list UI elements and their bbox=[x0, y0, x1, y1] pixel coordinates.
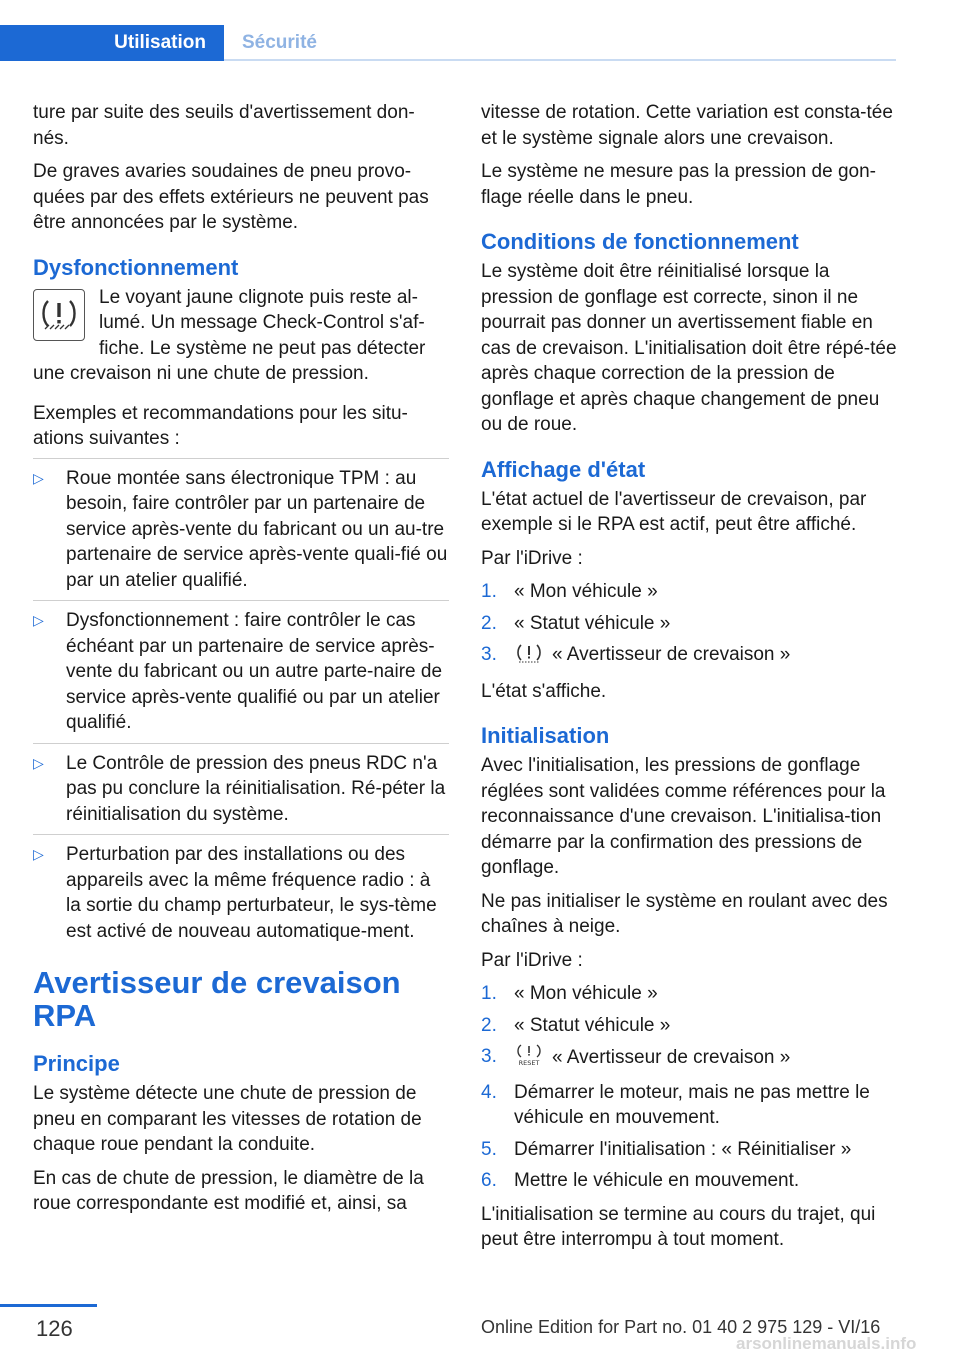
step-number: 4. bbox=[481, 1081, 497, 1103]
paragraph: En cas de chute de pression, le diamètre de la roue correspondante est modifié et, ainsi, sa bbox=[33, 1167, 424, 1214]
heading-principe: Principe bbox=[33, 1051, 120, 1076]
step-text: « Mon véhicule » bbox=[514, 983, 658, 1004]
step-number: 5. bbox=[481, 1138, 497, 1160]
paragraph: ture par suite des seuils d'avertissement don‐nés. bbox=[33, 102, 415, 149]
step-number: 6. bbox=[481, 1170, 497, 1191]
step-item bbox=[481, 1137, 897, 1163]
step-number: 2. bbox=[481, 612, 497, 634]
page-number: 126 bbox=[36, 1316, 73, 1341]
list-item bbox=[33, 743, 449, 828]
paragraph: Par l'iDrive : bbox=[481, 547, 583, 569]
step-item bbox=[481, 1168, 897, 1194]
watermark: arsonlinemanuals.info bbox=[736, 1334, 917, 1353]
heading-dysfonctionnement: Dysfonctionnement bbox=[33, 254, 239, 280]
bullet-triangle-icon: ▷ bbox=[33, 612, 44, 628]
step-item bbox=[481, 579, 897, 605]
step-text: « Mon véhicule » bbox=[514, 581, 658, 602]
paragraph: L'état s'affiche. bbox=[481, 680, 607, 702]
step-item bbox=[481, 981, 897, 1007]
bullet-triangle-icon: ▷ bbox=[33, 846, 44, 862]
recommendations-list bbox=[33, 458, 449, 945]
paragraph: L'état actuel de l'avertisseur de crevaison, par exemple si le RPA est actif, peut être affiché. bbox=[481, 488, 867, 535]
tire-pressure-warning-icon bbox=[33, 289, 85, 341]
step-item bbox=[481, 1080, 897, 1131]
step-item bbox=[481, 1013, 897, 1039]
heading-avertisseur-rpa: Avertisseur de crevaison RPA bbox=[33, 965, 401, 1033]
step-text: Mettre le véhicule en mouvement. bbox=[514, 1170, 800, 1191]
list-item bbox=[33, 458, 449, 594]
paragraph: Avec l'initialisation, les pressions de gonflage réglées sont validées comme références pour la reconnaissance d'une crevaison. L'initialisa‐tion démarre par la confirmation des pressions de gonflage. bbox=[481, 755, 886, 878]
warning-text: Le voyant jaune clignote puis reste al‐lumé. Un message Check-Control s'af‐fiche. Le système ne peut pas détecter bbox=[99, 286, 426, 359]
step-number: 1. bbox=[481, 983, 497, 1004]
step-item bbox=[481, 642, 897, 671]
paragraph: Par l'iDrive : bbox=[481, 949, 583, 971]
left-column bbox=[33, 100, 449, 1225]
warning-block bbox=[33, 285, 449, 387]
paragraph: L'initialisation se termine au cours du trajet, qui peut être interrompu à tout moment. bbox=[481, 1203, 876, 1250]
step-number: 1. bbox=[481, 581, 497, 602]
footer-rule bbox=[0, 1304, 97, 1307]
step-text: Démarrer le moteur, mais ne pas mettre le véhicule en mouvement. bbox=[514, 1081, 870, 1128]
affichage-steps bbox=[481, 579, 897, 671]
heading-affichage: Affichage d'état bbox=[481, 456, 646, 482]
step-text: Démarrer l'initialisation : « Réinitialiser » bbox=[514, 1138, 852, 1160]
reset-label: RESET bbox=[518, 1059, 540, 1066]
tab-utilisation[interactable]: Utilisation bbox=[0, 25, 224, 61]
step-text: « Statut véhicule » bbox=[514, 612, 671, 634]
paragraph: Ne pas initialiser le système en roulant avec des chaînes à neige. bbox=[481, 890, 888, 937]
list-item bbox=[33, 600, 449, 736]
step-number: 3. bbox=[481, 644, 497, 665]
heading-initialisation: Initialisation bbox=[481, 723, 610, 748]
tab-securite[interactable]: Sécurité bbox=[242, 32, 317, 53]
header-tabs bbox=[0, 25, 896, 61]
paragraph: Le système ne mesure pas la pression de gon‐flage réelle dans le pneu. bbox=[481, 161, 876, 208]
paragraph: Le système détecte une chute de pression de pneu en comparant les vitesses de rotation de chaque roue pendant la conduite. bbox=[33, 1083, 422, 1155]
step-text: « Avertisseur de crevaison » bbox=[552, 1047, 791, 1068]
paragraph: Exemples et recommandations pour les situ‐ations suivantes : bbox=[33, 402, 408, 449]
step-number: 2. bbox=[481, 1014, 497, 1036]
paragraph: Le système doit être réinitialisé lorsque la pression de gonflage est correcte, sinon il ne pourrait pas donner un avertissement fiable en cas de crevaison. L'initialisation doit être répé‐tée après chaque correction de la pression de gonflage et après chaque changement de pneu ou de roue. bbox=[481, 261, 897, 435]
list-item bbox=[33, 834, 449, 944]
header-rule bbox=[224, 59, 896, 61]
tire-reset-icon bbox=[514, 1044, 544, 1074]
bullet-triangle-icon: ▷ bbox=[33, 754, 44, 771]
warning-text-continued: une crevaison ni une chute de pression. bbox=[33, 363, 369, 384]
step-text: « Statut véhicule » bbox=[514, 1014, 671, 1036]
edition-text: Online Edition for Part no. 01 40 2 975 129 - VI/16 bbox=[481, 1317, 881, 1337]
step-number: 3. bbox=[481, 1046, 497, 1067]
step-item bbox=[481, 1044, 897, 1074]
list-item-text: Perturbation par des installations ou des appareils avec la même fréquence radio : à la sortie du champ perturbateur, le sys‐tème est activé de nouveau automatique‐ment. bbox=[66, 844, 437, 942]
step-text: « Avertisseur de crevaison » bbox=[552, 644, 791, 665]
tire-warning-small-icon bbox=[514, 643, 544, 671]
list-item-text: Le Contrôle de pression des pneus RDC n'a pas pu conclure la réinitialisation. Ré‐péter la réinitialisation du système. bbox=[66, 752, 446, 825]
paragraph: De graves avaries soudaines de pneu provo‐quées par des effets extérieurs ne peuvent pas être annoncées par le système. bbox=[33, 161, 429, 233]
right-column bbox=[481, 100, 897, 1261]
list-item-text: Roue montée sans électronique TPM : au besoin, faire contrôler par un partenaire de service après-vente du fabricant ou un au‐tre partenaire de service après-vente quali‐fié ou par un atelier qualifié. bbox=[66, 467, 448, 591]
heading-conditions: Conditions de fonctionnement bbox=[481, 229, 799, 254]
step-item bbox=[481, 611, 897, 637]
bullet-triangle-icon: ▷ bbox=[33, 469, 44, 486]
list-item-text: Dysfonctionnement : faire contrôler le cas échéant par un partenaire de service après-vente du fabricant ou un autre parte‐naire de service après-vente qualifié ou par un atelier qualifié. bbox=[66, 610, 443, 733]
initialisation-steps bbox=[481, 981, 897, 1194]
paragraph: vitesse de rotation. Cette variation est consta‐tée et le système signale alors une crevaison. bbox=[481, 102, 893, 149]
